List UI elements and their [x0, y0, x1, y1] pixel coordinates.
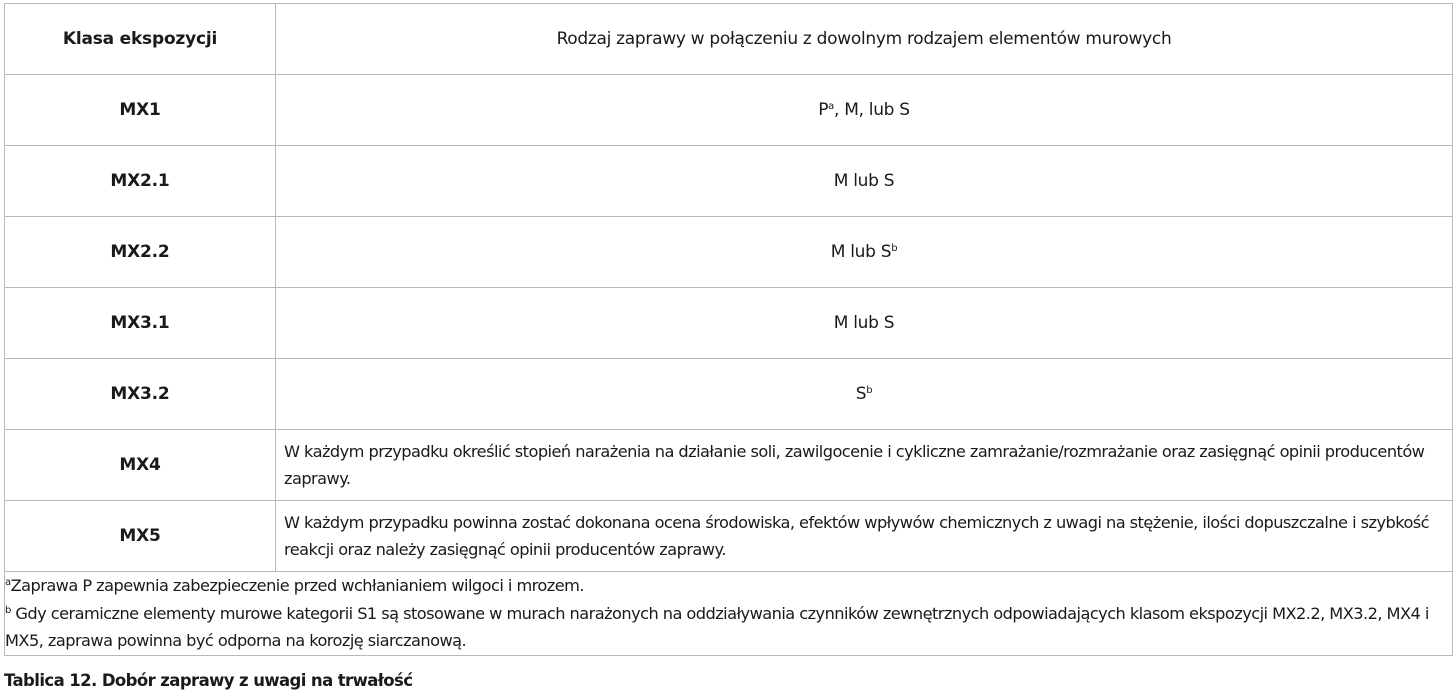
rodzaj-text: M lub S — [830, 242, 892, 262]
table-row — [5, 288, 1453, 359]
table-row — [5, 75, 1453, 146]
row-klasa: MX2.1 — [5, 146, 276, 217]
table-header-row — [5, 4, 1453, 75]
footnote-a — [5, 572, 1452, 600]
footnote-mark: b — [891, 243, 898, 254]
table-caption: Tablica 12. Dobór zaprawy z uwagi na trwałość — [4, 671, 413, 690]
table-row — [5, 146, 1453, 217]
row-klasa: MX1 — [5, 75, 276, 146]
rodzaj-text-rest: , M, lub S — [834, 100, 910, 120]
row-rodzaj: M lub S — [276, 288, 1453, 359]
row-rodzaj — [276, 359, 1453, 430]
row-klasa: MX2.2 — [5, 217, 276, 288]
row-rodzaj — [276, 217, 1453, 288]
row-klasa: MX4 — [5, 430, 276, 501]
footnotes — [5, 572, 1453, 656]
row-rodzaj: W każdym przypadku powinna zostać dokonana ocena środowiska, efektów wpływów chemicznych z uwagi na stężenie, ilości dopuszczalne i szybkość reakcji oraz należy zasięgnąć opinii producentów zaprawy. — [276, 501, 1453, 572]
footnote-mark: b — [5, 604, 11, 616]
table-row — [5, 430, 1453, 501]
footnotes-row — [5, 572, 1453, 656]
table-row — [5, 359, 1453, 430]
footnote-text: Zaprawa P zapewnia zabezpieczenie przed wchłanianiem wilgoci i mrozem. — [10, 576, 584, 595]
table-row — [5, 501, 1453, 572]
row-klasa: MX3.2 — [5, 359, 276, 430]
footnote-mark: b — [866, 385, 873, 396]
rodzaj-text: S — [855, 384, 867, 404]
row-rodzaj — [276, 75, 1453, 146]
row-rodzaj: M lub S — [276, 146, 1453, 217]
header-rodzaj: Rodzaj zaprawy w połączeniu z dowolnym rodzajem elementów murowych — [276, 4, 1453, 75]
table-row — [5, 217, 1453, 288]
rodzaj-text: P — [818, 100, 829, 120]
header-klasa: Klasa ekspozycji — [5, 4, 276, 75]
footnote-mark: a — [5, 577, 11, 588]
footnote-b — [5, 600, 1452, 655]
row-rodzaj: W każdym przypadku określić stopień narażenia na działanie soli, zawilgocenie i cykliczne zamrażanie/rozmrażanie oraz zasięgnąć opinii producentów zaprawy. — [276, 430, 1453, 501]
row-klasa: MX3.1 — [5, 288, 276, 359]
footnote-text: Gdy ceramiczne elementy murowe kategorii S1 są stosowane w murach narażonych na oddziaływania czynników zewnętrznych odpowiadających klasom ekspozycji MX2.2, MX3.2, MX4 i MX5, zaprawa powinna być odporna na korozję siarczanową. — [5, 603, 1429, 650]
footnote-mark: a — [828, 101, 834, 112]
row-klasa: MX5 — [5, 501, 276, 572]
mortar-durability-table — [4, 3, 1453, 656]
